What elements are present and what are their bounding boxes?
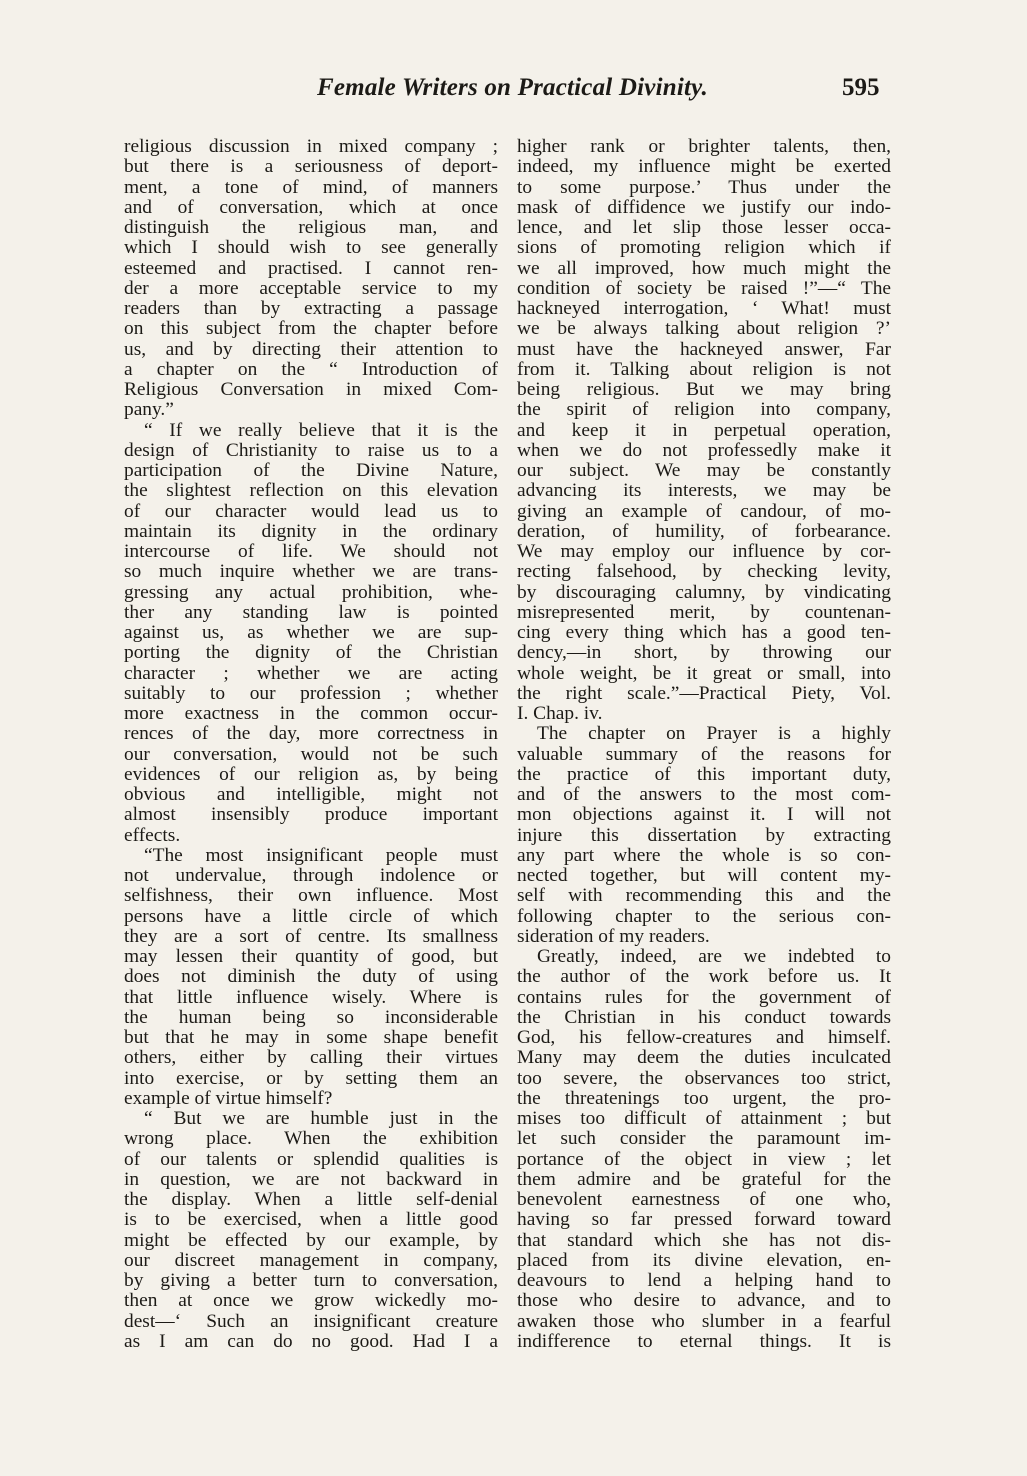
- text-line: a chapter on the “ Introduction of: [124, 358, 498, 380]
- text-line: recting falsehood, by checking levity,: [517, 561, 891, 583]
- text-line: intercourse of life. We should not: [124, 541, 498, 562]
- text-line: others, either by calling their virtues: [124, 1047, 498, 1069]
- page-header: [0, 74, 1027, 114]
- text-line: us, and by directing their attention to: [124, 338, 498, 360]
- text-line: esteemed and practised. I cannot ren-: [124, 257, 498, 279]
- text-line: but that he may in some shape benefit: [124, 1027, 498, 1048]
- text-line: when we do not professedly make it: [517, 439, 891, 461]
- text-line: portance of the object in view ; let: [517, 1148, 891, 1170]
- text-line: religious discussion in mixed company ;: [124, 136, 498, 157]
- text-line: the Christian in his conduct towards: [517, 1006, 891, 1028]
- text-line: against us, as whether we are sup-: [124, 622, 498, 643]
- text-line: dest—‘ Such an insignificant creature: [124, 1310, 498, 1332]
- text-line: those who desire to advance, and to: [517, 1290, 891, 1312]
- text-line: so much inquire whether we are trans-: [124, 561, 498, 583]
- text-line: the display. When a little self-denial: [124, 1189, 498, 1210]
- text-line: that standard which she has not dis-: [517, 1229, 891, 1251]
- text-line: almost insensibly produce important: [124, 804, 498, 826]
- text-line: readers than by extracting a passage: [124, 298, 498, 319]
- text-line: advancing its interests, we may be: [517, 480, 891, 502]
- text-line: not undervalue, through indolence or: [124, 865, 498, 886]
- text-line: giving an example of candour, of mo-: [517, 500, 891, 522]
- text-line: whole weight, be it great or small, into: [517, 662, 891, 684]
- text-line: “ If we really believe that it is the: [144, 419, 498, 441]
- text-line: obvious and intelligible, might not: [124, 784, 498, 805]
- left-text-column: [124, 137, 498, 1352]
- text-line: our conversation, would not be such: [124, 743, 498, 765]
- text-line: Religious Conversation in mixed Com-: [124, 379, 498, 400]
- text-line: dency,—in short, by throwing our: [517, 642, 891, 664]
- text-line: as I am can do no good. Had I a: [124, 1330, 498, 1352]
- text-line: being religious. But we may bring: [517, 379, 891, 400]
- text-line: suitably to our profession ; whether: [124, 682, 498, 704]
- text-line: nected together, but will content my-: [517, 865, 891, 886]
- text-line: the threatenings too urgent, the pro-: [517, 1087, 891, 1109]
- text-line: evidences of our religion as, by being: [124, 763, 498, 785]
- text-line: following chapter to the serious con-: [517, 905, 891, 927]
- text-line: cing every thing which has a good ten-: [517, 622, 891, 643]
- text-line: of our character would lead us to: [124, 500, 498, 522]
- text-line: is to be exercised, when a little good: [124, 1209, 498, 1231]
- text-line: on this subject from the chapter before: [124, 318, 498, 340]
- text-line: any part where the whole is so con-: [517, 844, 891, 866]
- text-line: hackneyed interrogation, ‘ What! must: [517, 298, 891, 319]
- text-line: that little influence wisely. Where is: [124, 986, 498, 1008]
- text-line: porting the dignity of the Christian: [124, 642, 498, 664]
- text-line: indifference to eternal things. It is: [517, 1330, 891, 1352]
- text-line: The chapter on Prayer is a highly: [537, 723, 891, 745]
- text-line: from it. Talking about religion is not: [517, 358, 891, 380]
- text-line: too severe, the observances too strict,: [517, 1067, 891, 1089]
- text-line: the spirit of religion into company,: [517, 399, 891, 421]
- text-line: ment, a tone of mind, of manners: [124, 176, 498, 198]
- text-line: “ But we are humble just in the: [144, 1108, 498, 1129]
- text-line: deavours to lend a helping hand to: [517, 1270, 891, 1291]
- text-line: misrepresented merit, by countenan-: [517, 601, 891, 623]
- text-line: must have the hackneyed answer, Far: [517, 338, 891, 360]
- text-line: benevolent earnestness of one who,: [517, 1189, 891, 1210]
- text-line: awaken those who slumber in a fearful: [517, 1310, 891, 1332]
- text-line: placed from its divine elevation, en-: [517, 1249, 891, 1271]
- text-line: character ; whether we are acting: [124, 662, 498, 684]
- text-line: maintain its dignity in the ordinary: [124, 520, 498, 542]
- text-line: God, his fellow-creatures and himself.: [517, 1027, 891, 1048]
- text-line: more exactness in the common occur-: [124, 703, 498, 724]
- text-line: der a more acceptable service to my: [124, 277, 498, 299]
- text-line: and of conversation, which at once: [124, 196, 498, 218]
- text-line: valuable summary of the reasons for: [517, 743, 891, 765]
- page-number: 595: [842, 74, 880, 101]
- text-line: I. Chap. iv.: [517, 703, 603, 724]
- text-line: in question, we are not backward in: [124, 1168, 498, 1190]
- text-line: design of Christianity to raise us to a: [124, 439, 498, 461]
- text-line: sideration of my readers.: [517, 925, 710, 947]
- text-line: does not diminish the duty of using: [124, 966, 498, 988]
- text-line: sions of promoting religion which if: [517, 237, 891, 259]
- text-line: might be effected by our example, by: [124, 1229, 498, 1251]
- text-line: mask of diffidence we justify our indo-: [517, 196, 891, 218]
- text-line: deration, of humility, of forbearance.: [517, 520, 891, 542]
- text-line: “The most insignificant people must: [144, 844, 498, 866]
- text-line: to some purpose.’ Thus under the: [517, 176, 891, 198]
- text-line: which I should wish to see generally: [124, 237, 498, 259]
- text-line: we all improved, how much might the: [517, 257, 891, 279]
- text-line: distinguish the religious man, and: [124, 217, 498, 238]
- text-line: We may employ our influence by cor-: [517, 541, 891, 562]
- text-line: the author of the work before us. It: [517, 966, 891, 988]
- text-line: them admire and be grateful for the: [517, 1168, 891, 1190]
- text-line: by giving a better turn to conversation,: [124, 1270, 498, 1291]
- text-line: persons have a little circle of which: [124, 905, 498, 927]
- text-line: and keep it in perpetual operation,: [517, 419, 891, 441]
- text-line: Greatly, indeed, are we indebted to: [537, 946, 891, 967]
- text-line: injure this dissertation by extracting: [517, 824, 891, 846]
- text-line: then at once we grow wickedly mo-: [124, 1290, 498, 1312]
- running-title: Female Writers on Practical Divinity.: [317, 74, 708, 101]
- text-line: effects.: [124, 824, 181, 846]
- text-line: ther any standing law is pointed: [124, 601, 498, 623]
- text-line: we be always talking about religion ?’: [517, 318, 891, 340]
- text-line: our discreet management in company,: [124, 1249, 498, 1271]
- text-line: selfishness, their own influence. Most: [124, 885, 498, 907]
- text-line: wrong place. When the exhibition: [124, 1128, 498, 1150]
- text-line: but there is a seriousness of deport-: [124, 156, 498, 178]
- right-text-column: [517, 137, 891, 1352]
- text-line: of our talents or splendid qualities is: [124, 1148, 498, 1170]
- text-line: mises too difficult of attainment ; but: [517, 1108, 891, 1129]
- text-line: the human being so inconsiderable: [124, 1006, 498, 1028]
- text-line: rences of the day, more correctness in: [124, 723, 498, 745]
- text-line: may lessen their quantity of good, but: [124, 946, 498, 967]
- text-line: example of virtue himself?: [124, 1087, 333, 1109]
- text-line: the practice of this important duty,: [517, 763, 891, 785]
- text-line: participation of the Divine Nature,: [124, 460, 498, 481]
- text-line: the slightest reflection on this elevation: [124, 480, 498, 502]
- text-line: they are a sort of centre. Its smallness: [124, 925, 498, 947]
- text-line: indeed, my influence might be exerted: [517, 156, 891, 178]
- text-line: and of the answers to the most com-: [517, 784, 891, 805]
- text-line: our subject. We may be constantly: [517, 460, 891, 481]
- text-line: Many may deem the duties inculcated: [517, 1047, 891, 1069]
- text-line: let such consider the paramount im-: [517, 1128, 891, 1150]
- text-line: self with recommending this and the: [517, 885, 891, 907]
- text-line: mon objections against it. I will not: [517, 804, 891, 826]
- text-line: condition of society be raised !”—“ The: [517, 277, 891, 299]
- text-line: contains rules for the government of: [517, 986, 891, 1008]
- text-line: the right scale.”—Practical Piety, Vol.: [517, 682, 891, 704]
- text-line: lence, and let slip those lesser occa-: [517, 217, 891, 238]
- text-line: higher rank or brighter talents, then,: [517, 136, 891, 157]
- text-line: by discouraging calumny, by vindicating: [517, 581, 891, 603]
- text-line: gressing any actual prohibition, whe-: [124, 581, 498, 603]
- text-line: pany.”: [124, 399, 174, 421]
- text-line: into exercise, or by setting them an: [124, 1067, 498, 1089]
- text-line: having so far pressed forward toward: [517, 1209, 891, 1231]
